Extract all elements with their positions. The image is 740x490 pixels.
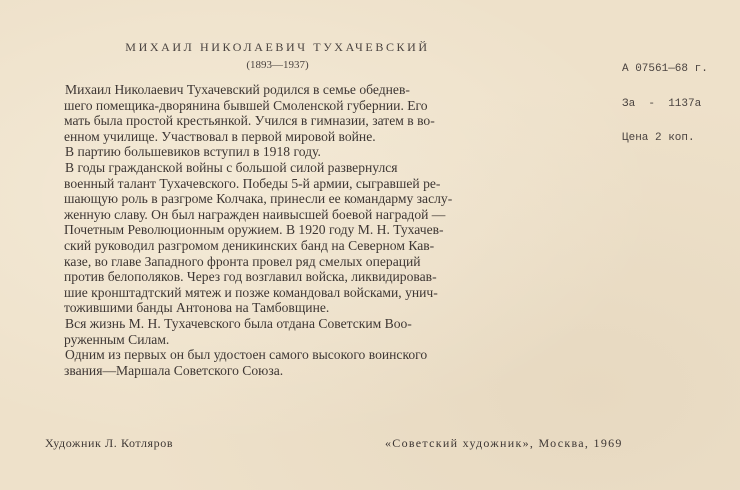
- text-line: енном училище. Участвовал в первой мировой войне.: [64, 128, 376, 144]
- text-line: шающую роль в разгроме Колчака, принесли ее командарму заслу-: [64, 191, 453, 207]
- text-line: казе, во главе Западного фронта провел ряд смелых операций: [64, 253, 421, 269]
- text-line: Одним из первых он был удостоен самого высокого воинского: [65, 347, 428, 363]
- text-line: женную славу. Он был награжден наивысшей боевой наградой —: [64, 206, 446, 222]
- text-line: мать была простой крестьянкой. Учился в гимназии, затем в во-: [64, 113, 435, 129]
- life-years: (1893—1937): [246, 59, 309, 71]
- biography-text: [64, 82, 512, 378]
- text-line: шего помещика-дворянина бывшей Смоленской губернии. Его: [64, 97, 428, 113]
- text-line: шие кронштадтский мятеж и позже командовал войсками, унич-: [64, 284, 438, 300]
- text-line: руженным Силам.: [64, 331, 170, 347]
- card-title: МИХАИЛ НИКОЛАЕВИЧ ТУХАЧЕВСКИЙ: [125, 40, 430, 54]
- text-line: В партию большевиков вступил в 1918 году.: [65, 144, 321, 160]
- text-line: звания—Маршала Советского Союза.: [64, 362, 284, 378]
- text-line: военный талант Тухачевского. Победы 5-й армии, сыгравшей ре-: [64, 175, 441, 191]
- biography-paragraph: [64, 316, 512, 347]
- text-line: ский руководил разгромом деникинских банд на Северном Кав-: [64, 237, 435, 253]
- biography-paragraph: [64, 144, 512, 160]
- biography-paragraph: [64, 160, 512, 316]
- artist-credit: Художник Л. Котляров: [45, 436, 174, 450]
- print-code: А 07561—68 г.: [622, 63, 708, 75]
- publisher-credit: «Советский художник», Москва, 1969: [385, 436, 623, 450]
- price: Цена 2 коп.: [622, 132, 695, 144]
- print-info: [622, 41, 708, 168]
- biography-paragraph: [64, 347, 512, 378]
- text-line: против белополяков. Через год возглавил войска, ликвидировав-: [64, 269, 437, 285]
- biography-paragraph: [64, 82, 512, 144]
- text-line: Почетным Революционным оружием. В 1920 году М. Н. Тухачев-: [64, 222, 444, 238]
- text-line: Михаил Николаевич Тухачевский родился в семье обеднев-: [65, 82, 410, 97]
- text-line: Вся жизнь М. Н. Тухачевского была отдана Советским Воо-: [65, 315, 412, 331]
- text-line: тожившими банды Антонова на Тамбовщине.: [64, 300, 330, 316]
- text-line: В годы гражданской войны с большой силой развернулся: [65, 159, 398, 175]
- order-number: За - 1137а: [622, 97, 702, 110]
